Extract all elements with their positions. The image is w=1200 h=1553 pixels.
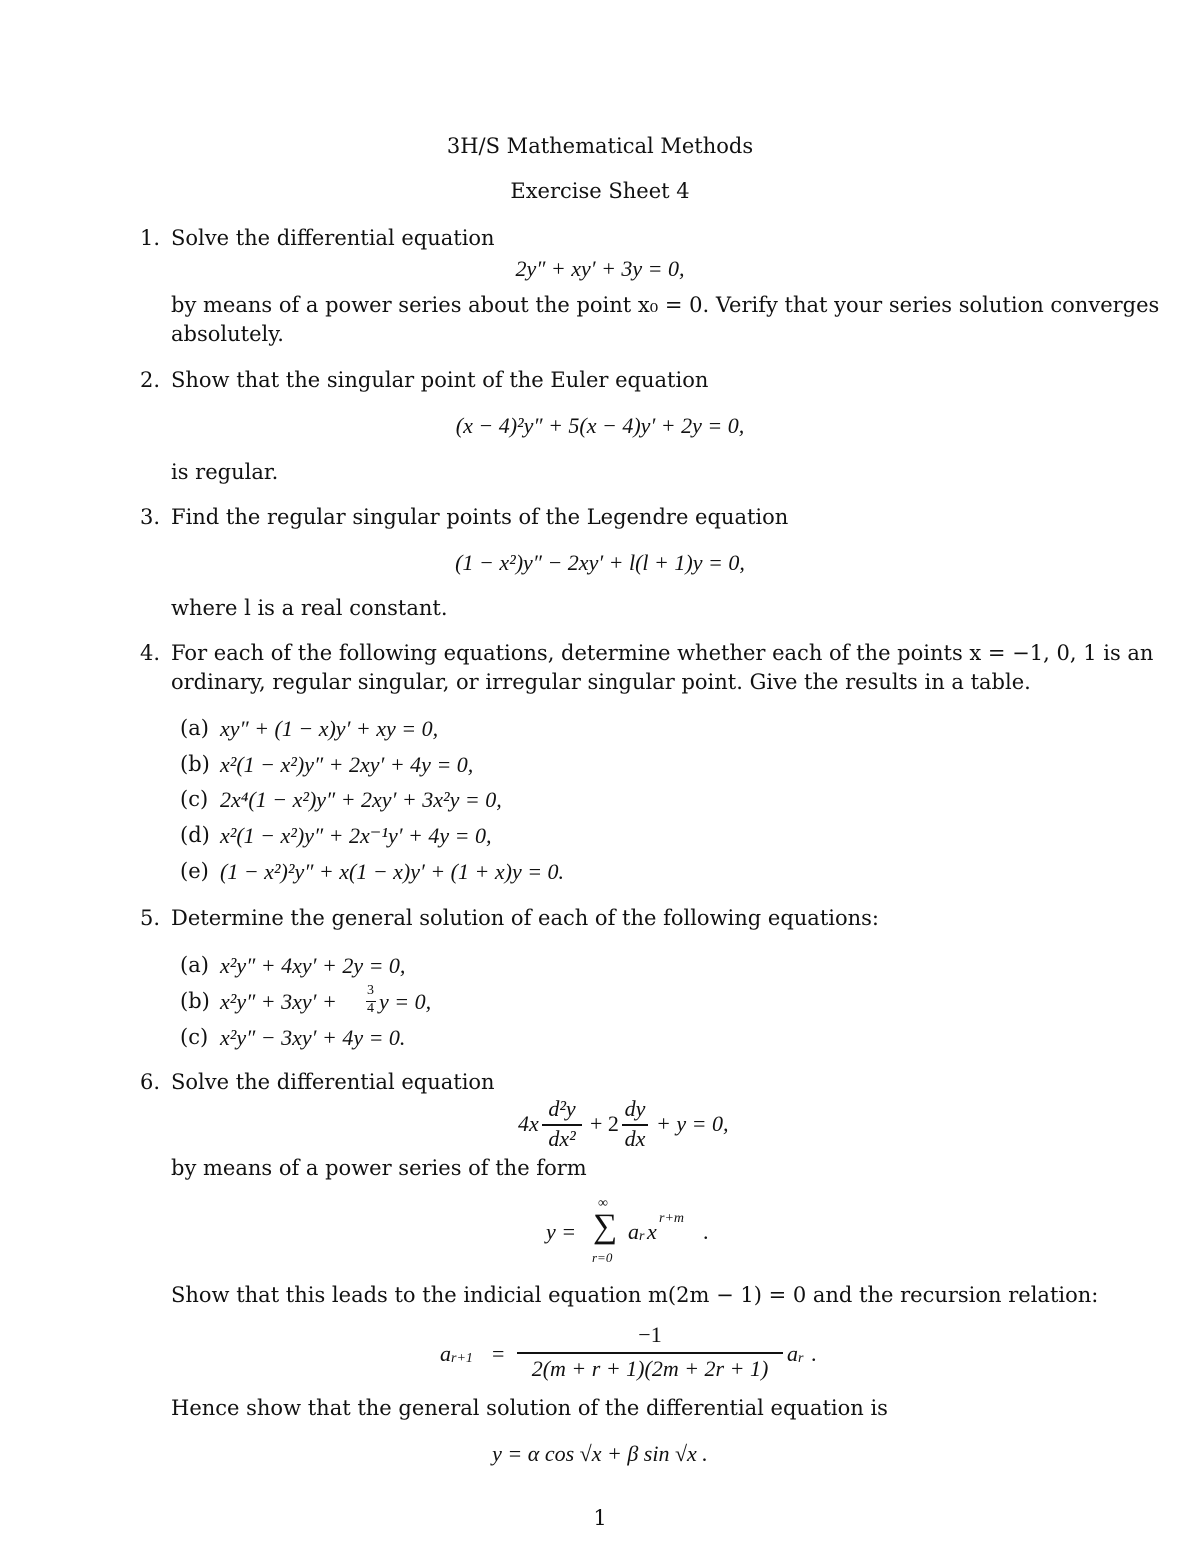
- problem-number: 5.: [140, 906, 161, 930]
- problem-text: is regular.: [171, 460, 279, 484]
- item-label: (d): [180, 823, 210, 847]
- recursion-rhs: a: [787, 1341, 798, 1366]
- sum-upper-limit: ∞: [598, 1196, 608, 1211]
- ode-tail: + y = 0,: [656, 1111, 729, 1136]
- sum-symbol: ∑: [593, 1208, 618, 1245]
- problem-text: absolutely.: [171, 322, 284, 346]
- series-end: .: [703, 1219, 709, 1244]
- problem-text: Hence show that the general solution of the differential equation is: [171, 1396, 888, 1420]
- item-label: (a): [180, 716, 209, 740]
- derivative-numerator: d²y: [548, 1096, 576, 1121]
- problem-number: 3.: [140, 505, 161, 529]
- problem-number: 6.: [140, 1070, 161, 1094]
- recursion-lhs: a: [440, 1341, 451, 1366]
- series-coefficient-subscript: r: [639, 1229, 645, 1244]
- problem-text: Show that the singular point of the Euler equation: [171, 368, 709, 392]
- problem-text: by means of a power series about the point x₀ = 0. Verify that your series solution converges: [171, 293, 1160, 317]
- problem-text: by means of a power series of the form: [171, 1156, 587, 1180]
- fraction-bar: [517, 1352, 783, 1354]
- series-exponent: r+m: [659, 1211, 685, 1226]
- item-equation: x²y″ + 4xy′ + 2y = 0,: [220, 953, 406, 978]
- ode-coefficient: 4x: [518, 1111, 539, 1136]
- ode-plus: + 2: [590, 1111, 619, 1136]
- problem-text: ordinary, regular singular, or irregular singular point. Give the results in a table.: [171, 670, 1031, 694]
- recursion-end: .: [811, 1341, 817, 1366]
- problem-text: For each of the following equations, determine whether each of the points x = −1, 0, 1 is an: [171, 641, 1154, 665]
- problem-text: where l is a real constant.: [171, 596, 448, 620]
- problem-text: Solve the differential equation: [171, 1070, 495, 1094]
- recursion-numerator: −1: [638, 1322, 662, 1347]
- item-equation-suffix: y = 0,: [379, 989, 432, 1014]
- item-equation: 2x⁴(1 − x²)y″ + 2xy′ + 3x²y = 0,: [220, 787, 502, 812]
- series-lhs: y =: [546, 1219, 577, 1244]
- item-label: (c): [180, 787, 209, 811]
- equation: (x − 4)²y″ + 5(x − 4)y′ + 2y = 0,: [455, 413, 745, 438]
- item-equation: xy″ + (1 − x)y′ + xy = 0,: [220, 716, 439, 741]
- derivative-numerator: dy: [624, 1096, 646, 1121]
- item-label: (b): [180, 989, 210, 1013]
- recursion-equals: =: [492, 1341, 505, 1366]
- recursion-denominator: 2(m + r + 1)(2m + 2r + 1): [531, 1356, 769, 1381]
- problem-number: 2.: [140, 368, 161, 392]
- problem-text: Determine the general solution of each of the following equations:: [171, 906, 880, 930]
- equation: (1 − x²)y″ − 2xy′ + l(l + 1)y = 0,: [455, 550, 745, 575]
- item-label: (a): [180, 953, 209, 977]
- recursion-rhs-subscript: r: [798, 1351, 804, 1366]
- item-label: (e): [180, 859, 209, 883]
- derivative-denominator: dx: [624, 1126, 646, 1151]
- problem-text: Solve the differential equation: [171, 226, 495, 250]
- recursion-lhs-subscript: r+1: [451, 1351, 473, 1366]
- problem-text: Find the regular singular points of the Legendre equation: [171, 505, 789, 529]
- item-equation-prefix: x²y″ + 3xy′ +: [220, 989, 337, 1014]
- sum-lower-limit: r=0: [592, 1250, 613, 1265]
- general-solution: y = α cos √x + β sin √x .: [492, 1441, 708, 1466]
- problem-number: 1.: [140, 226, 161, 250]
- fraction-denominator: 4: [367, 1001, 374, 1016]
- page-number: 1: [593, 1506, 607, 1530]
- item-equation: x²y″ − 3xy′ + 4y = 0.: [220, 1025, 406, 1050]
- equation: 2y″ + xy′ + 3y = 0,: [515, 256, 685, 281]
- item-label: (c): [180, 1025, 209, 1049]
- item-label: (b): [180, 752, 210, 776]
- item-equation: x²(1 − x²)y″ + 2xy′ + 4y = 0,: [220, 752, 474, 777]
- problem-number: 4.: [140, 641, 161, 665]
- item-equation: x²(1 − x²)y″ + 2x⁻¹y′ + 4y = 0,: [220, 823, 492, 848]
- item-equation: (1 − x²)²y″ + x(1 − x)y′ + (1 + x)y = 0.: [220, 859, 565, 884]
- fraction-numerator: 3: [367, 983, 374, 998]
- document-title: 3H/S Mathematical Methods: [446, 134, 754, 158]
- derivative-denominator: dx²: [548, 1126, 576, 1151]
- series-coefficient: a: [628, 1219, 639, 1244]
- sheet-title: Exercise Sheet 4: [510, 179, 690, 203]
- problem-text: Show that this leads to the indicial equation m(2m − 1) = 0 and the recursion relation:: [171, 1283, 1099, 1307]
- series-variable: x: [647, 1219, 657, 1244]
